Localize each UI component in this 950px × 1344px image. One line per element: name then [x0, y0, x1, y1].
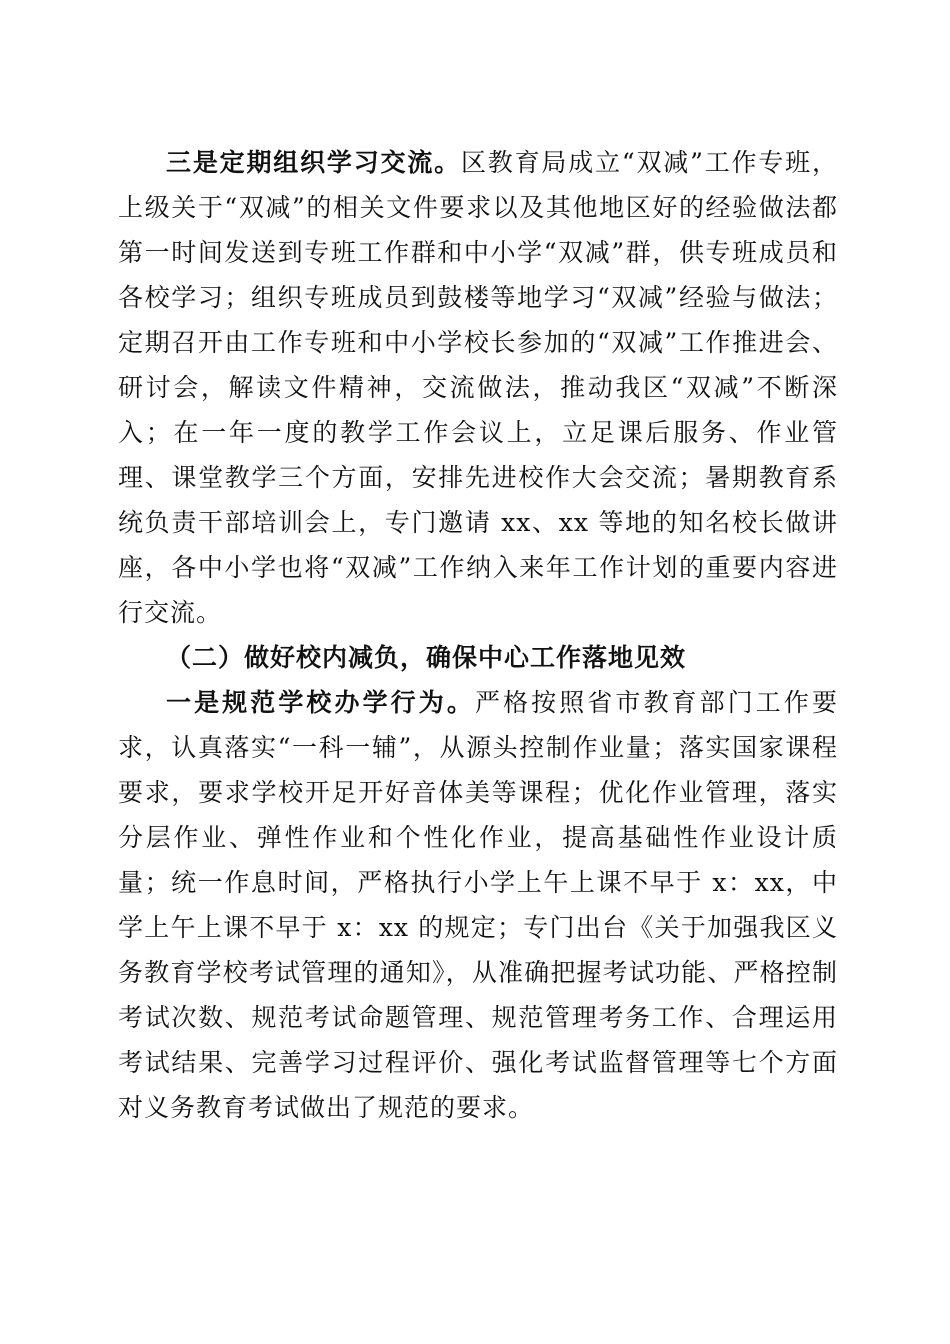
paragraph-text: 严格按照省市教育部门工作要求，认真落实“一科一辅”，从源头控制作业量；落实国家课程要求，要求学校开足开好音体美等课程；优化作业管理，落实分层作业、弹性作业和个性化作业，提高基础性作业设计质量；统一作息时间，严格执行小学上午上课不早于 x：xx，中学上午上课不早于 x：xx 的规定；专门出台《关于加强我区义务教育学校考试管理的通知》，从准确把握考试功能、严格控制考试次数、规范考试命题管理、规范管理考务工作、合理运用考试结果、完善学习过程评价、强化考试监督管理等七个方面对义务教育考试做出了规范的要求。: [118, 688, 838, 1122]
section-heading: （二）做好校内减负，确保中心工作落地见效: [166, 643, 687, 672]
paragraph-text: 区教育局成立“双减”工作专班，上级关于“双减”的相关文件要求以及其他地区好的经验做法都第一时间发送到专班工作群和中小学“双减”群，供专班成员和各校学习；组织专班成员到鼓楼等地学习“双减”经验与做法；定期召开由工作专班和中小学校长参加的“双减”工作推进会、研讨会，解读文件精神，交流做法，推动我区“双减”不断深入；在一年一度的教学工作会议上，立足课后服务、作业管理、课堂教学三个方面，安排先进校作大会交流；暑期教育系统负责干部培训会上，专门邀请 xx、xx 等地的知名校长做讲座，各中小学也将“双减”工作纳入来年工作计划的重要内容进行交流。: [118, 148, 838, 627]
document-body: [118, 140, 838, 1130]
paragraph-study-exchange: [118, 140, 838, 635]
paragraph-lead: 一是规范学校办学行为。: [166, 688, 475, 717]
paragraph-lead: 三是定期组织学习交流。: [166, 148, 461, 177]
paragraph-school-conduct: [118, 680, 838, 1130]
